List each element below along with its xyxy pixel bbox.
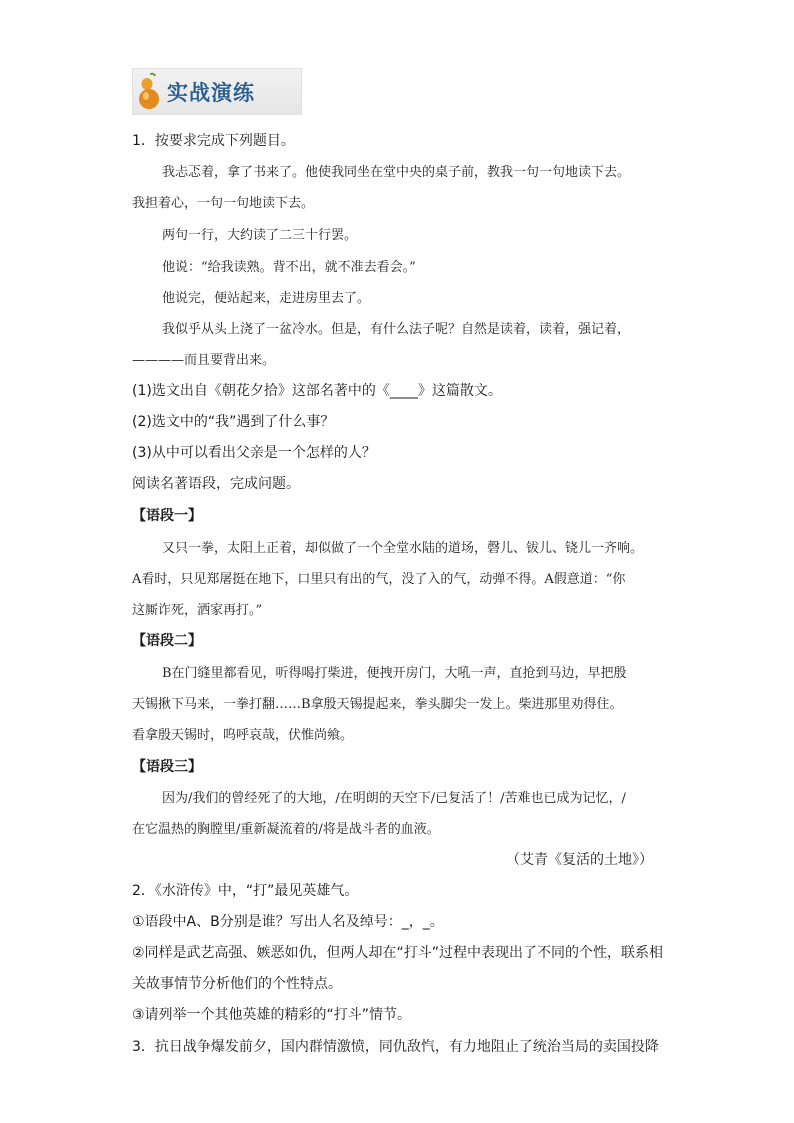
segment-1-line: 这厮诈死，洒家再打。” [132,603,263,618]
segment-2-line: 看拿殷天锡时，呜呼哀哉，伏惟尚飨。 [132,728,354,743]
segment-2-heading: 【语段二】 [132,633,202,649]
segment-2-line: 天锡揪下马来，一拳打翻……B拿殷天锡提起来，拳头脚尖一发上。柴进那里劝得住。 [132,697,623,712]
question-2-item: ③请列举一个其他英雄的精彩的“打斗”情节。 [132,1007,412,1023]
segment-1-line: 又只一拳，太阳上正着，却似做了一个全堂水陆的道场，磬儿、钹儿、铙儿一齐响。 [162,541,644,556]
passage-line: 他说完，便站起来，走进房里去了。 [162,291,371,306]
sub-question-1: (1)选文出自《朝花夕拾》这部名著中的《____》这篇散文。 [132,383,502,399]
passage-line: 我担着心，一句一句地读下去。 [132,196,315,211]
question-3-title: 3．抗日战争爆发前夕，国内群情激愤，同仇敌忾，有力地阻止了统治当局的卖国投降 [132,1039,659,1055]
segment-3-line: 因为/我们的曾经死了的大地，/在明朗的天空下/已复活了！/苦难也已成为记忆，/ [162,791,626,806]
question-2-item: 关故事情节分析他们的个性特点。 [132,976,342,992]
passage-line: 我似乎从头上浇了一盆冷水。但是，有什么法子呢？自然是读着，读着，强记着， [162,322,631,337]
passage-line: 他说：“给我读熟。背不出，就不准去看会。” [162,260,416,275]
gourd-icon [136,72,162,110]
passage-line: 我忐忑着，拿了书来了。他使我同坐在堂中央的桌子前，教我一句一句地读下去。 [162,165,631,180]
passage-line: ————而且要背出来。 [132,353,276,368]
sub-question-3: (3)从中可以看出父亲是一个怎样的人？ [132,445,376,461]
sub-question-2: (2)选文中的“我”遇到了什么事？ [132,414,335,430]
segment-3-heading: 【语段三】 [132,759,202,775]
question-2-title: 2．《水浒传》中，“打”最见英雄气。 [132,883,359,899]
segment-2-line: B在门缝里都看见，听得喝打柴进，便拽开房门，大吼一声，直抢到马边，早把殷 [162,666,627,681]
segment-1-line: A看时，只见郑屠挺在地下，口里只有出的气，没了入的气，动弹不得。A假意道：“你 [132,572,626,587]
segment-3-source: （艾青《复活的土地》） [506,852,653,868]
reading-intro: 阅读名著语段，完成问题。 [132,476,300,492]
segment-3-line: 在它温热的胸膛里/重新凝流着的/将是战斗者的血液。 [132,822,440,837]
section-banner [132,68,302,115]
passage-line: 两句一行，大约读了二三十行罢。 [162,228,358,243]
question-1-title: 1．按要求完成下列题目。 [132,133,295,149]
question-2-item: ①语段中A、B分别是谁？写出人名及绰号：_，_。 [132,914,444,930]
question-2-item: ②同样是武艺高强、嫉恶如仇，但两人却在“打斗”过程中表现出了不同的个性，联系相 [132,945,664,961]
segment-1-heading: 【语段一】 [132,508,202,524]
section-title: 实战演练 [167,80,255,105]
